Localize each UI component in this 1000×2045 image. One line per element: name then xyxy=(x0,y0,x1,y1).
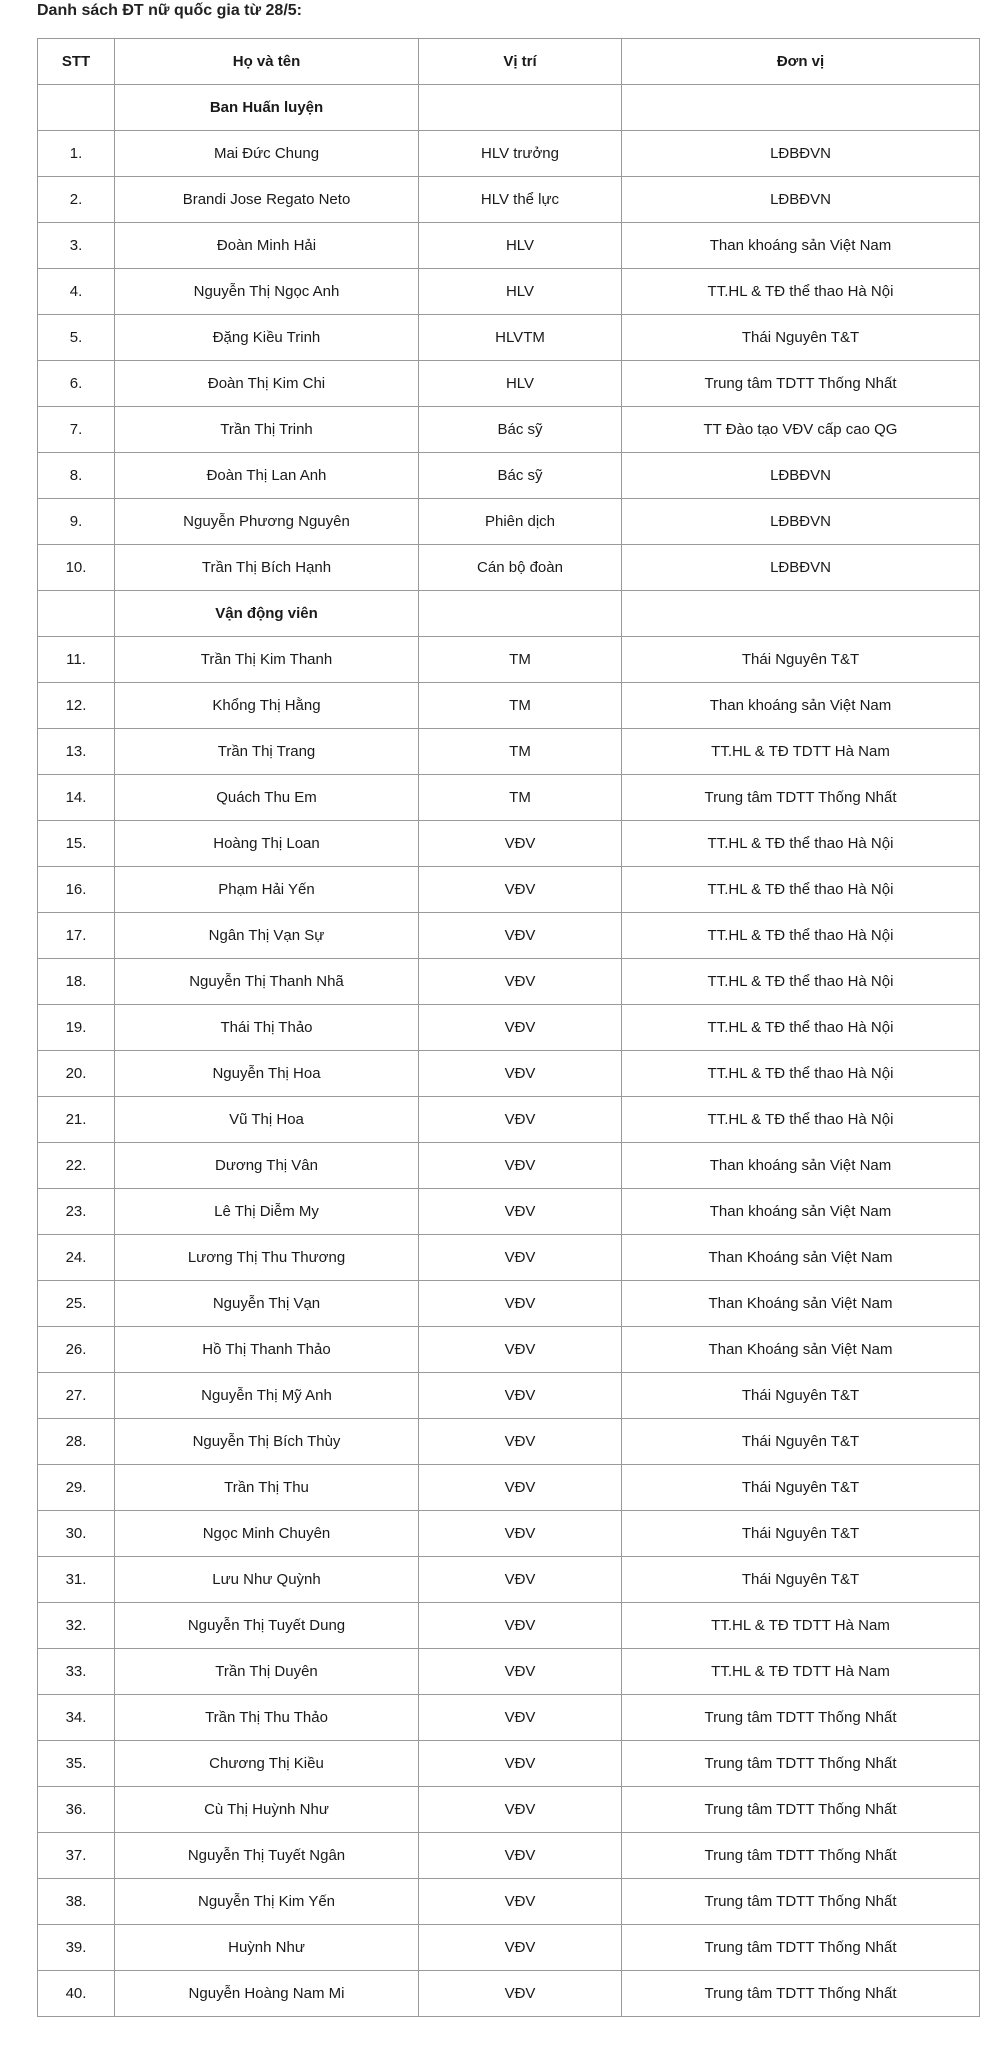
table-row xyxy=(38,1005,980,1051)
table-row xyxy=(38,1511,980,1557)
row-unit: Thái Nguyên T&T xyxy=(622,315,980,361)
header-role: Vị trí xyxy=(419,39,622,85)
row-name: Trần Thị Trinh xyxy=(115,407,419,453)
row-unit: TT.HL & TĐ thể thao Hà Nội xyxy=(622,1005,980,1051)
section-role-cell xyxy=(419,591,622,637)
row-unit: TT.HL & TĐ TDTT Hà Nam xyxy=(622,1649,980,1695)
row-name: Nguyễn Phương Nguyên xyxy=(115,499,419,545)
row-unit: LĐBĐVN xyxy=(622,545,980,591)
row-stt: 14. xyxy=(38,775,115,821)
row-stt: 9. xyxy=(38,499,115,545)
row-stt: 28. xyxy=(38,1419,115,1465)
row-stt: 34. xyxy=(38,1695,115,1741)
row-unit: TT.HL & TĐ thể thao Hà Nội xyxy=(622,959,980,1005)
row-unit: Than khoáng sản Việt Nam xyxy=(622,1189,980,1235)
row-unit: LĐBĐVN xyxy=(622,131,980,177)
row-role: HLVTM xyxy=(419,315,622,361)
row-stt: 22. xyxy=(38,1143,115,1189)
table-row xyxy=(38,1557,980,1603)
row-role: VĐV xyxy=(419,1235,622,1281)
table-row xyxy=(38,361,980,407)
row-unit: Thái Nguyên T&T xyxy=(622,1419,980,1465)
row-role: TM xyxy=(419,729,622,775)
row-name: Lưu Như Quỳnh xyxy=(115,1557,419,1603)
section-stt-cell xyxy=(38,591,115,637)
row-role: VĐV xyxy=(419,1833,622,1879)
row-role: VĐV xyxy=(419,1419,622,1465)
table-row xyxy=(38,545,980,591)
row-name: Nguyễn Thị Vạn xyxy=(115,1281,419,1327)
table-row xyxy=(38,1373,980,1419)
table-row xyxy=(38,407,980,453)
table-row xyxy=(38,1419,980,1465)
row-stt: 7. xyxy=(38,407,115,453)
row-unit: Trung tâm TDTT Thống Nhất xyxy=(622,1833,980,1879)
row-name: Vũ Thị Hoa xyxy=(115,1097,419,1143)
row-stt: 23. xyxy=(38,1189,115,1235)
row-unit: Trung tâm TDTT Thống Nhất xyxy=(622,1695,980,1741)
section-row-players xyxy=(38,591,980,637)
row-role: VĐV xyxy=(419,1741,622,1787)
row-role: VĐV xyxy=(419,1557,622,1603)
row-stt: 36. xyxy=(38,1787,115,1833)
roster-table xyxy=(37,38,980,2017)
table-row xyxy=(38,959,980,1005)
row-stt: 4. xyxy=(38,269,115,315)
row-stt: 25. xyxy=(38,1281,115,1327)
section-role-cell xyxy=(419,85,622,131)
row-role: VĐV xyxy=(419,1925,622,1971)
row-stt: 10. xyxy=(38,545,115,591)
section-label: Vận động viên xyxy=(115,591,419,637)
row-stt: 40. xyxy=(38,1971,115,2017)
row-role: VĐV xyxy=(419,1097,622,1143)
row-stt: 15. xyxy=(38,821,115,867)
row-name: Đặng Kiều Trinh xyxy=(115,315,419,361)
row-stt: 20. xyxy=(38,1051,115,1097)
row-role: Bác sỹ xyxy=(419,407,622,453)
table-row xyxy=(38,177,980,223)
row-name: Đoàn Thị Lan Anh xyxy=(115,453,419,499)
row-name: Ngọc Minh Chuyên xyxy=(115,1511,419,1557)
row-stt: 32. xyxy=(38,1603,115,1649)
row-role: VĐV xyxy=(419,1373,622,1419)
row-stt: 12. xyxy=(38,683,115,729)
row-role: VĐV xyxy=(419,1189,622,1235)
row-unit: Than khoáng sản Việt Nam xyxy=(622,1143,980,1189)
row-stt: 1. xyxy=(38,131,115,177)
row-role: VĐV xyxy=(419,1143,622,1189)
row-name: Brandi Jose Regato Neto xyxy=(115,177,419,223)
row-stt: 24. xyxy=(38,1235,115,1281)
row-unit: Thái Nguyên T&T xyxy=(622,637,980,683)
row-role: VĐV xyxy=(419,1603,622,1649)
row-unit: Thái Nguyên T&T xyxy=(622,1557,980,1603)
table-row xyxy=(38,867,980,913)
row-stt: 8. xyxy=(38,453,115,499)
row-name: Hoàng Thị Loan xyxy=(115,821,419,867)
row-role: TM xyxy=(419,775,622,821)
row-name: Đoàn Minh Hải xyxy=(115,223,419,269)
table-row xyxy=(38,1097,980,1143)
table-row xyxy=(38,1143,980,1189)
row-name: Quách Thu Em xyxy=(115,775,419,821)
row-name: Nguyễn Thị Thanh Nhã xyxy=(115,959,419,1005)
row-stt: 29. xyxy=(38,1465,115,1511)
row-unit: TT.HL & TĐ thể thao Hà Nội xyxy=(622,1051,980,1097)
table-row xyxy=(38,1235,980,1281)
header-stt: STT xyxy=(38,39,115,85)
row-stt: 39. xyxy=(38,1925,115,1971)
row-stt: 13. xyxy=(38,729,115,775)
row-stt: 17. xyxy=(38,913,115,959)
row-unit: TT Đào tạo VĐV cấp cao QG xyxy=(622,407,980,453)
table-row xyxy=(38,1465,980,1511)
row-unit: Thái Nguyên T&T xyxy=(622,1511,980,1557)
row-role: VĐV xyxy=(419,1281,622,1327)
row-role: HLV thể lực xyxy=(419,177,622,223)
row-name: Nguyễn Hoàng Nam Mi xyxy=(115,1971,419,2017)
row-stt: 18. xyxy=(38,959,115,1005)
row-unit: TT.HL & TĐ thể thao Hà Nội xyxy=(622,867,980,913)
table-row xyxy=(38,315,980,361)
row-stt: 38. xyxy=(38,1879,115,1925)
table-row xyxy=(38,1741,980,1787)
row-unit: TT.HL & TĐ thể thao Hà Nội xyxy=(622,913,980,959)
row-name: Cù Thị Huỳnh Như xyxy=(115,1787,419,1833)
row-stt: 11. xyxy=(38,637,115,683)
table-row xyxy=(38,729,980,775)
row-name: Đoàn Thị Kim Chi xyxy=(115,361,419,407)
row-role: HLV xyxy=(419,269,622,315)
row-name: Nguyễn Thị Bích Thùy xyxy=(115,1419,419,1465)
row-role: TM xyxy=(419,637,622,683)
row-stt: 3. xyxy=(38,223,115,269)
table-row xyxy=(38,637,980,683)
table-row xyxy=(38,499,980,545)
row-role: Phiên dịch xyxy=(419,499,622,545)
row-unit: Trung tâm TDTT Thống Nhất xyxy=(622,775,980,821)
table-row xyxy=(38,1189,980,1235)
table-row xyxy=(38,1925,980,1971)
row-unit: Than Khoáng sản Việt Nam xyxy=(622,1327,980,1373)
row-name: Nguyễn Thị Mỹ Anh xyxy=(115,1373,419,1419)
table-row xyxy=(38,775,980,821)
row-unit: TT.HL & TĐ TDTT Hà Nam xyxy=(622,729,980,775)
row-unit: TT.HL & TĐ thể thao Hà Nội xyxy=(622,269,980,315)
row-unit: Trung tâm TDTT Thống Nhất xyxy=(622,361,980,407)
row-role: HLV trưởng xyxy=(419,131,622,177)
row-stt: 2. xyxy=(38,177,115,223)
table-row xyxy=(38,131,980,177)
page-title: Danh sách ĐT nữ quốc gia từ 28/5: xyxy=(37,2,302,19)
row-role: VĐV xyxy=(419,1649,622,1695)
roster-body xyxy=(38,85,980,2017)
table-header-row xyxy=(38,39,980,85)
table-row xyxy=(38,1327,980,1373)
row-stt: 27. xyxy=(38,1373,115,1419)
row-unit: Trung tâm TDTT Thống Nhất xyxy=(622,1925,980,1971)
row-role: VĐV xyxy=(419,1787,622,1833)
row-stt: 21. xyxy=(38,1097,115,1143)
row-unit: Than khoáng sản Việt Nam xyxy=(622,683,980,729)
header-name: Họ và tên xyxy=(115,39,419,85)
row-stt: 31. xyxy=(38,1557,115,1603)
row-role: Cán bộ đoàn xyxy=(419,545,622,591)
row-unit: Than khoáng sản Việt Nam xyxy=(622,223,980,269)
table-row xyxy=(38,821,980,867)
table-row xyxy=(38,1787,980,1833)
table-row xyxy=(38,1971,980,2017)
table-row xyxy=(38,453,980,499)
row-unit: TT.HL & TĐ thể thao Hà Nội xyxy=(622,1097,980,1143)
row-name: Nguyễn Thị Tuyết Dung xyxy=(115,1603,419,1649)
row-role: Bác sỹ xyxy=(419,453,622,499)
row-role: VĐV xyxy=(419,1695,622,1741)
row-name: Chương Thị Kiều xyxy=(115,1741,419,1787)
row-name: Trần Thị Trang xyxy=(115,729,419,775)
row-stt: 30. xyxy=(38,1511,115,1557)
section-unit-cell xyxy=(622,85,980,131)
row-name: Trần Thị Bích Hạnh xyxy=(115,545,419,591)
row-unit: Trung tâm TDTT Thống Nhất xyxy=(622,1879,980,1925)
row-role: VĐV xyxy=(419,959,622,1005)
row-role: VĐV xyxy=(419,1971,622,2017)
row-name: Khổng Thị Hằng xyxy=(115,683,419,729)
row-stt: 37. xyxy=(38,1833,115,1879)
row-unit: TT.HL & TĐ thể thao Hà Nội xyxy=(622,821,980,867)
row-unit: Than Khoáng sản Việt Nam xyxy=(622,1281,980,1327)
row-name: Nguyễn Thị Kim Yến xyxy=(115,1879,419,1925)
row-unit: Thái Nguyên T&T xyxy=(622,1465,980,1511)
table-row xyxy=(38,913,980,959)
row-name: Lương Thị Thu Thương xyxy=(115,1235,419,1281)
table-row xyxy=(38,1603,980,1649)
row-name: Phạm Hải Yến xyxy=(115,867,419,913)
table-row xyxy=(38,269,980,315)
row-role: TM xyxy=(419,683,622,729)
table-row xyxy=(38,1695,980,1741)
table-row xyxy=(38,223,980,269)
row-name: Ngân Thị Vạn Sự xyxy=(115,913,419,959)
row-role: VĐV xyxy=(419,1327,622,1373)
row-role: HLV xyxy=(419,223,622,269)
section-stt-cell xyxy=(38,85,115,131)
row-name: Nguyễn Thị Tuyết Ngân xyxy=(115,1833,419,1879)
row-role: VĐV xyxy=(419,1465,622,1511)
table-row xyxy=(38,1879,980,1925)
row-unit: TT.HL & TĐ TDTT Hà Nam xyxy=(622,1603,980,1649)
row-unit: Trung tâm TDTT Thống Nhất xyxy=(622,1741,980,1787)
section-row-staff xyxy=(38,85,980,131)
table-row xyxy=(38,683,980,729)
row-stt: 16. xyxy=(38,867,115,913)
row-name: Mai Đức Chung xyxy=(115,131,419,177)
row-role: VĐV xyxy=(419,821,622,867)
row-unit: Trung tâm TDTT Thống Nhất xyxy=(622,1787,980,1833)
row-stt: 19. xyxy=(38,1005,115,1051)
table-row xyxy=(38,1649,980,1695)
table-row xyxy=(38,1051,980,1097)
row-unit: LĐBĐVN xyxy=(622,177,980,223)
table-row xyxy=(38,1281,980,1327)
row-name: Lê Thị Diễm My xyxy=(115,1189,419,1235)
row-unit: Thái Nguyên T&T xyxy=(622,1373,980,1419)
row-name: Trần Thị Thu xyxy=(115,1465,419,1511)
row-stt: 33. xyxy=(38,1649,115,1695)
section-label: Ban Huấn luyện xyxy=(115,85,419,131)
row-name: Trần Thị Duyên xyxy=(115,1649,419,1695)
row-role: VĐV xyxy=(419,867,622,913)
row-stt: 5. xyxy=(38,315,115,361)
row-name: Thái Thị Thảo xyxy=(115,1005,419,1051)
row-unit: Than Khoáng sản Việt Nam xyxy=(622,1235,980,1281)
row-role: VĐV xyxy=(419,1051,622,1097)
row-role: VĐV xyxy=(419,1511,622,1557)
row-unit: Trung tâm TDTT Thống Nhất xyxy=(622,1971,980,2017)
row-name: Nguyễn Thị Ngọc Anh xyxy=(115,269,419,315)
row-role: VĐV xyxy=(419,913,622,959)
row-name: Trần Thị Kim Thanh xyxy=(115,637,419,683)
row-name: Huỳnh Như xyxy=(115,1925,419,1971)
table-row xyxy=(38,1833,980,1879)
row-role: VĐV xyxy=(419,1005,622,1051)
row-name: Dương Thị Vân xyxy=(115,1143,419,1189)
row-name: Nguyễn Thị Hoa xyxy=(115,1051,419,1097)
row-name: Hồ Thị Thanh Thảo xyxy=(115,1327,419,1373)
row-stt: 26. xyxy=(38,1327,115,1373)
row-role: HLV xyxy=(419,361,622,407)
section-unit-cell xyxy=(622,591,980,637)
row-role: VĐV xyxy=(419,1879,622,1925)
header-unit: Đơn vị xyxy=(622,39,980,85)
row-name: Trần Thị Thu Thảo xyxy=(115,1695,419,1741)
row-stt: 6. xyxy=(38,361,115,407)
row-unit: LĐBĐVN xyxy=(622,499,980,545)
row-unit: LĐBĐVN xyxy=(622,453,980,499)
row-stt: 35. xyxy=(38,1741,115,1787)
